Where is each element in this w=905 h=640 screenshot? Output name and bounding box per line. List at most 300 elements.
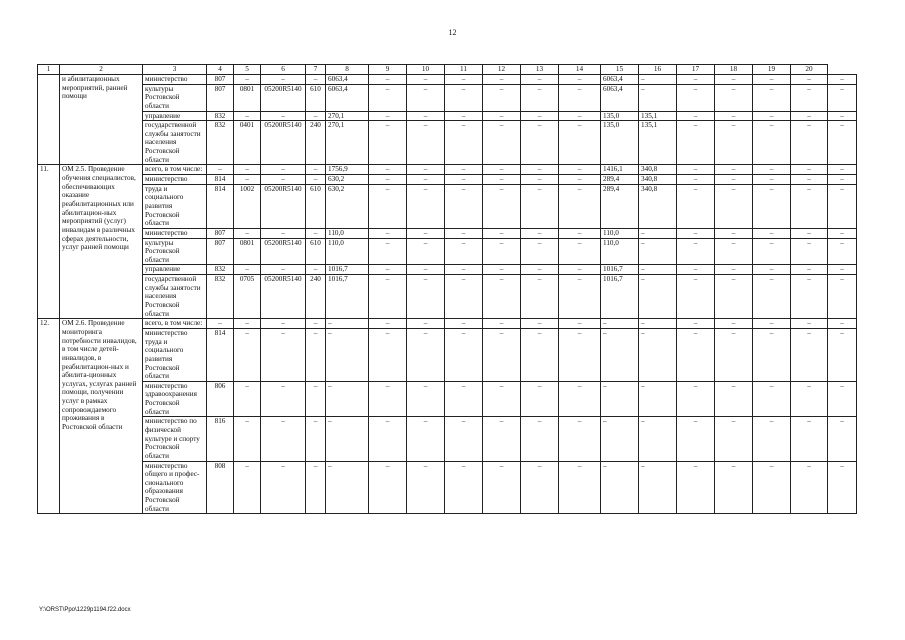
value-cell: – — [369, 165, 407, 175]
measure-name: ОМ 2.6. Проведение мониторинга потребности инвалидов, в том числе детей-инвалидов, в реабилитацион-ных и абилита-ционных услугах, услугах ранней помощи, получении услуг в рамках сопровождаемого проживания в Ростовской области — [60, 319, 143, 514]
value-cell: – — [234, 328, 261, 381]
value-cell: – — [407, 265, 445, 275]
executor: управление — [143, 111, 207, 121]
value-cell: – — [445, 328, 483, 381]
value-cell: – — [753, 121, 791, 165]
value-cell: – — [234, 165, 261, 175]
value-cell: – — [483, 381, 521, 417]
footer-path: Y:\ORST\Ppo\1229p1194.f22.docx — [39, 607, 131, 613]
column-header: 14 — [559, 65, 601, 75]
budget-table — [37, 64, 857, 514]
value-cell: – — [306, 175, 326, 185]
value-cell: 340,8 — [639, 175, 677, 185]
value-cell: – — [483, 461, 521, 514]
value-cell: – — [369, 111, 407, 121]
value-cell: – — [715, 175, 753, 185]
value-cell: – — [407, 184, 445, 228]
value-cell: – — [234, 175, 261, 185]
table-row — [38, 165, 857, 175]
executor: министерство здравоохранения Ростовской области — [143, 381, 207, 417]
value-cell: – — [407, 461, 445, 514]
value-cell: – — [407, 111, 445, 121]
value-cell: – — [677, 184, 715, 228]
value-cell: – — [306, 328, 326, 381]
value-cell: 340,8 — [639, 184, 677, 228]
value-cell: 832 — [207, 121, 234, 165]
value-cell: – — [261, 175, 306, 185]
executor: министерство общего и профес-сионального образования Ростовской области — [143, 461, 207, 514]
value-cell: – — [677, 75, 715, 85]
value-cell: – — [715, 121, 753, 165]
value-cell: – — [521, 84, 559, 111]
value-cell: – — [559, 275, 601, 319]
value-cell: – — [521, 184, 559, 228]
value-cell: – — [369, 461, 407, 514]
value-cell: – — [326, 461, 369, 514]
value-cell: 135,0 — [601, 121, 639, 165]
value-cell: 807 — [207, 84, 234, 111]
value-cell: – — [677, 328, 715, 381]
value-cell: – — [369, 275, 407, 319]
value-cell: – — [791, 381, 828, 417]
value-cell: – — [601, 461, 639, 514]
executor: всего, в том числе: — [143, 165, 207, 175]
value-cell: – — [791, 84, 828, 111]
value-cell: – — [207, 165, 234, 175]
value-cell: – — [791, 228, 828, 238]
value-cell: – — [407, 238, 445, 265]
value-cell: 6063,4 — [601, 84, 639, 111]
value-cell: – — [753, 328, 791, 381]
value-cell: – — [407, 228, 445, 238]
value-cell: – — [261, 111, 306, 121]
value-cell: – — [559, 75, 601, 85]
value-cell: – — [791, 175, 828, 185]
value-cell: – — [369, 228, 407, 238]
value-cell: – — [369, 417, 407, 461]
value-cell: – — [369, 381, 407, 417]
value-cell: 814 — [207, 175, 234, 185]
value-cell: – — [445, 275, 483, 319]
value-cell: – — [261, 381, 306, 417]
value-cell: – — [306, 319, 326, 329]
value-cell: – — [791, 417, 828, 461]
row-number: 11. — [38, 165, 60, 319]
value-cell: – — [369, 319, 407, 329]
value-cell: – — [261, 75, 306, 85]
value-cell: – — [715, 417, 753, 461]
value-cell: – — [791, 265, 828, 275]
value-cell: – — [369, 265, 407, 275]
value-cell: – — [369, 184, 407, 228]
value-cell: – — [828, 461, 857, 514]
value-cell: 0401 — [234, 121, 261, 165]
value-cell: 814 — [207, 328, 234, 381]
column-header: 4 — [207, 65, 234, 75]
value-cell: – — [828, 121, 857, 165]
value-cell: – — [828, 265, 857, 275]
value-cell: – — [715, 238, 753, 265]
value-cell: 1416,1 — [601, 165, 639, 175]
value-cell: – — [369, 175, 407, 185]
value-cell: – — [715, 184, 753, 228]
table-row — [38, 84, 857, 111]
table-row — [38, 75, 857, 85]
value-cell: – — [791, 165, 828, 175]
table-row — [38, 381, 857, 417]
value-cell: – — [715, 461, 753, 514]
value-cell: 807 — [207, 228, 234, 238]
table-row — [38, 184, 857, 228]
value-cell: – — [445, 461, 483, 514]
value-cell: – — [445, 265, 483, 275]
column-header: 2 — [60, 65, 143, 75]
value-cell: 110,0 — [326, 238, 369, 265]
column-header: 5 — [234, 65, 261, 75]
value-cell: – — [261, 165, 306, 175]
value-cell: – — [261, 228, 306, 238]
table-row — [38, 111, 857, 121]
value-cell: – — [791, 328, 828, 381]
value-cell: – — [234, 111, 261, 121]
value-cell: – — [326, 319, 369, 329]
value-cell: – — [407, 275, 445, 319]
value-cell: – — [753, 461, 791, 514]
value-cell: 289,4 — [601, 175, 639, 185]
value-cell: – — [234, 265, 261, 275]
value-cell: – — [234, 75, 261, 85]
value-cell: 1016,7 — [326, 275, 369, 319]
value-cell: – — [521, 238, 559, 265]
value-cell: – — [677, 381, 715, 417]
value-cell: – — [715, 111, 753, 121]
executor: министерство — [143, 228, 207, 238]
value-cell: – — [369, 328, 407, 381]
value-cell: – — [559, 319, 601, 329]
value-cell: – — [791, 461, 828, 514]
page-number: 12 — [448, 28, 457, 37]
table-row — [38, 275, 857, 319]
value-cell: 289,4 — [601, 184, 639, 228]
value-cell: – — [407, 121, 445, 165]
value-cell: 806 — [207, 381, 234, 417]
value-cell: – — [521, 228, 559, 238]
value-cell: – — [445, 228, 483, 238]
value-cell: – — [828, 75, 857, 85]
value-cell: – — [828, 275, 857, 319]
value-cell: – — [828, 228, 857, 238]
value-cell: – — [677, 175, 715, 185]
value-cell: – — [521, 165, 559, 175]
measure-name: и абилитационных мероприятий, ранней помощи — [60, 75, 143, 165]
value-cell: – — [559, 184, 601, 228]
value-cell: – — [407, 381, 445, 417]
value-cell: – — [639, 84, 677, 111]
executor: министерство труда и социального развития Ростовской области — [143, 328, 207, 381]
value-cell: – — [639, 319, 677, 329]
value-cell: – — [407, 75, 445, 85]
value-cell: – — [753, 381, 791, 417]
executor: министерство — [143, 75, 207, 85]
value-cell: – — [828, 184, 857, 228]
value-cell: – — [326, 417, 369, 461]
value-cell: – — [234, 319, 261, 329]
value-cell: – — [753, 265, 791, 275]
value-cell: – — [521, 328, 559, 381]
executor: министерство — [143, 175, 207, 185]
value-cell: – — [521, 381, 559, 417]
value-cell: 1756,9 — [326, 165, 369, 175]
value-cell: – — [559, 165, 601, 175]
column-header: 7 — [306, 65, 326, 75]
value-cell: – — [483, 417, 521, 461]
value-cell: – — [559, 84, 601, 111]
value-cell: – — [715, 75, 753, 85]
table-row — [38, 461, 857, 514]
value-cell: – — [559, 111, 601, 121]
value-cell: – — [407, 165, 445, 175]
value-cell: – — [369, 84, 407, 111]
value-cell: 110,0 — [601, 238, 639, 265]
value-cell: – — [715, 328, 753, 381]
value-cell: – — [483, 84, 521, 111]
value-cell: – — [261, 328, 306, 381]
value-cell: – — [407, 319, 445, 329]
value-cell: – — [639, 381, 677, 417]
value-cell: – — [791, 184, 828, 228]
column-header: 12 — [483, 65, 521, 75]
value-cell: – — [639, 228, 677, 238]
value-cell: – — [828, 417, 857, 461]
value-cell: – — [601, 328, 639, 381]
executor: культуры Ростовской области — [143, 84, 207, 111]
value-cell: – — [828, 84, 857, 111]
value-cell: – — [207, 319, 234, 329]
value-cell: – — [639, 238, 677, 265]
value-cell: – — [445, 381, 483, 417]
value-cell: – — [521, 121, 559, 165]
value-cell: 6063,4 — [601, 75, 639, 85]
value-cell: – — [306, 111, 326, 121]
value-cell: – — [445, 165, 483, 175]
value-cell: – — [715, 381, 753, 417]
value-cell: – — [559, 238, 601, 265]
header-row — [38, 65, 857, 75]
value-cell: 6063,4 — [326, 75, 369, 85]
value-cell: – — [483, 175, 521, 185]
column-header: 16 — [639, 65, 677, 75]
value-cell: – — [521, 319, 559, 329]
value-cell: 832 — [207, 265, 234, 275]
value-cell: – — [791, 238, 828, 265]
row-number — [38, 75, 60, 165]
column-header: 8 — [326, 65, 369, 75]
value-cell: – — [677, 228, 715, 238]
value-cell: 240 — [306, 275, 326, 319]
column-header: 20 — [791, 65, 828, 75]
value-cell: – — [677, 319, 715, 329]
value-cell: – — [828, 328, 857, 381]
value-cell: – — [483, 111, 521, 121]
value-cell: – — [234, 461, 261, 514]
value-cell: 0705 — [234, 275, 261, 319]
value-cell: – — [559, 461, 601, 514]
value-cell: – — [521, 265, 559, 275]
value-cell: – — [753, 84, 791, 111]
value-cell: – — [521, 75, 559, 85]
executor: государственной службы занятости населения Ростовской области — [143, 275, 207, 319]
value-cell: – — [306, 75, 326, 85]
value-cell: 0801 — [234, 84, 261, 111]
value-cell: – — [677, 417, 715, 461]
value-cell: – — [369, 75, 407, 85]
value-cell: – — [677, 238, 715, 265]
value-cell: – — [753, 319, 791, 329]
value-cell: – — [369, 238, 407, 265]
value-cell: – — [234, 417, 261, 461]
value-cell: – — [828, 381, 857, 417]
value-cell: – — [715, 265, 753, 275]
value-cell: – — [828, 319, 857, 329]
column-header: 10 — [407, 65, 445, 75]
value-cell: – — [445, 84, 483, 111]
value-cell: 135,0 — [601, 111, 639, 121]
value-cell: – — [715, 165, 753, 175]
value-cell: – — [677, 265, 715, 275]
value-cell: 05200R5140 — [261, 121, 306, 165]
value-cell: – — [445, 175, 483, 185]
value-cell: – — [407, 84, 445, 111]
value-cell: 110,0 — [601, 228, 639, 238]
value-cell: – — [639, 75, 677, 85]
value-cell: 6063,4 — [326, 84, 369, 111]
value-cell: – — [521, 111, 559, 121]
value-cell: – — [559, 381, 601, 417]
value-cell: – — [791, 111, 828, 121]
value-cell: – — [559, 417, 601, 461]
table-row — [38, 319, 857, 329]
value-cell: – — [407, 328, 445, 381]
value-cell: – — [677, 121, 715, 165]
value-cell: 270,1 — [326, 121, 369, 165]
value-cell: – — [753, 165, 791, 175]
value-cell: 832 — [207, 111, 234, 121]
value-cell: – — [306, 381, 326, 417]
value-cell: – — [639, 328, 677, 381]
value-cell: 1002 — [234, 184, 261, 228]
value-cell: – — [407, 175, 445, 185]
value-cell: – — [445, 417, 483, 461]
value-cell: – — [791, 121, 828, 165]
executor: государственной службы занятости населения Ростовской области — [143, 121, 207, 165]
value-cell: – — [326, 381, 369, 417]
executor: труда и социального развития Ростовской области — [143, 184, 207, 228]
column-header: 15 — [601, 65, 639, 75]
value-cell: – — [521, 175, 559, 185]
value-cell: – — [445, 121, 483, 165]
value-cell: – — [483, 165, 521, 175]
column-header: 9 — [369, 65, 407, 75]
value-cell: – — [753, 417, 791, 461]
value-cell: – — [326, 328, 369, 381]
value-cell: – — [601, 417, 639, 461]
value-cell: – — [639, 265, 677, 275]
value-cell: – — [753, 228, 791, 238]
value-cell: – — [715, 275, 753, 319]
value-cell: – — [753, 238, 791, 265]
value-cell: – — [715, 228, 753, 238]
value-cell: 110,0 — [326, 228, 369, 238]
value-cell: – — [753, 111, 791, 121]
value-cell: 816 — [207, 417, 234, 461]
value-cell: – — [483, 121, 521, 165]
value-cell: – — [677, 275, 715, 319]
executor: всего, в том числе: — [143, 319, 207, 329]
value-cell: – — [445, 111, 483, 121]
table-row — [38, 265, 857, 275]
value-cell: – — [828, 238, 857, 265]
value-cell: – — [483, 328, 521, 381]
value-cell: – — [483, 228, 521, 238]
value-cell: 0801 — [234, 238, 261, 265]
value-cell: – — [828, 175, 857, 185]
value-cell: – — [559, 228, 601, 238]
value-cell: – — [483, 75, 521, 85]
value-cell: – — [715, 319, 753, 329]
value-cell: – — [234, 381, 261, 417]
value-cell: – — [828, 165, 857, 175]
value-cell: – — [261, 319, 306, 329]
value-cell: 814 — [207, 184, 234, 228]
value-cell: – — [445, 75, 483, 85]
column-header: 1 — [38, 65, 60, 75]
value-cell: 832 — [207, 275, 234, 319]
value-cell: – — [559, 175, 601, 185]
column-header: 6 — [261, 65, 306, 75]
table-row — [38, 175, 857, 185]
column-header: 17 — [677, 65, 715, 75]
column-header: 18 — [715, 65, 753, 75]
row-number: 12. — [38, 319, 60, 514]
value-cell: – — [639, 275, 677, 319]
value-cell: – — [306, 461, 326, 514]
value-cell: – — [306, 228, 326, 238]
value-cell: 05200R5140 — [261, 184, 306, 228]
value-cell: – — [753, 175, 791, 185]
column-header: 19 — [753, 65, 791, 75]
value-cell: 1016,7 — [601, 265, 639, 275]
value-cell: – — [828, 111, 857, 121]
value-cell: – — [601, 319, 639, 329]
value-cell: – — [261, 265, 306, 275]
value-cell: 610 — [306, 84, 326, 111]
value-cell: 630,2 — [326, 184, 369, 228]
measure-name: ОМ 2.5. Проведение обучения специалистов, обеспечивающих оказание реабилитационных или абилитацион-ных мероприятий (услуг) инвалидам в различных сферах деятельности, услуг ранней помощи — [60, 165, 143, 319]
value-cell: – — [521, 417, 559, 461]
value-cell: 340,8 — [639, 165, 677, 175]
value-cell: – — [521, 461, 559, 514]
column-header: 3 — [143, 65, 207, 75]
value-cell: – — [445, 319, 483, 329]
table-row — [38, 328, 857, 381]
value-cell: – — [559, 265, 601, 275]
value-cell: – — [753, 184, 791, 228]
value-cell: 135,1 — [639, 121, 677, 165]
value-cell: 807 — [207, 238, 234, 265]
value-cell: 610 — [306, 184, 326, 228]
value-cell: – — [715, 84, 753, 111]
value-cell: – — [261, 461, 306, 514]
